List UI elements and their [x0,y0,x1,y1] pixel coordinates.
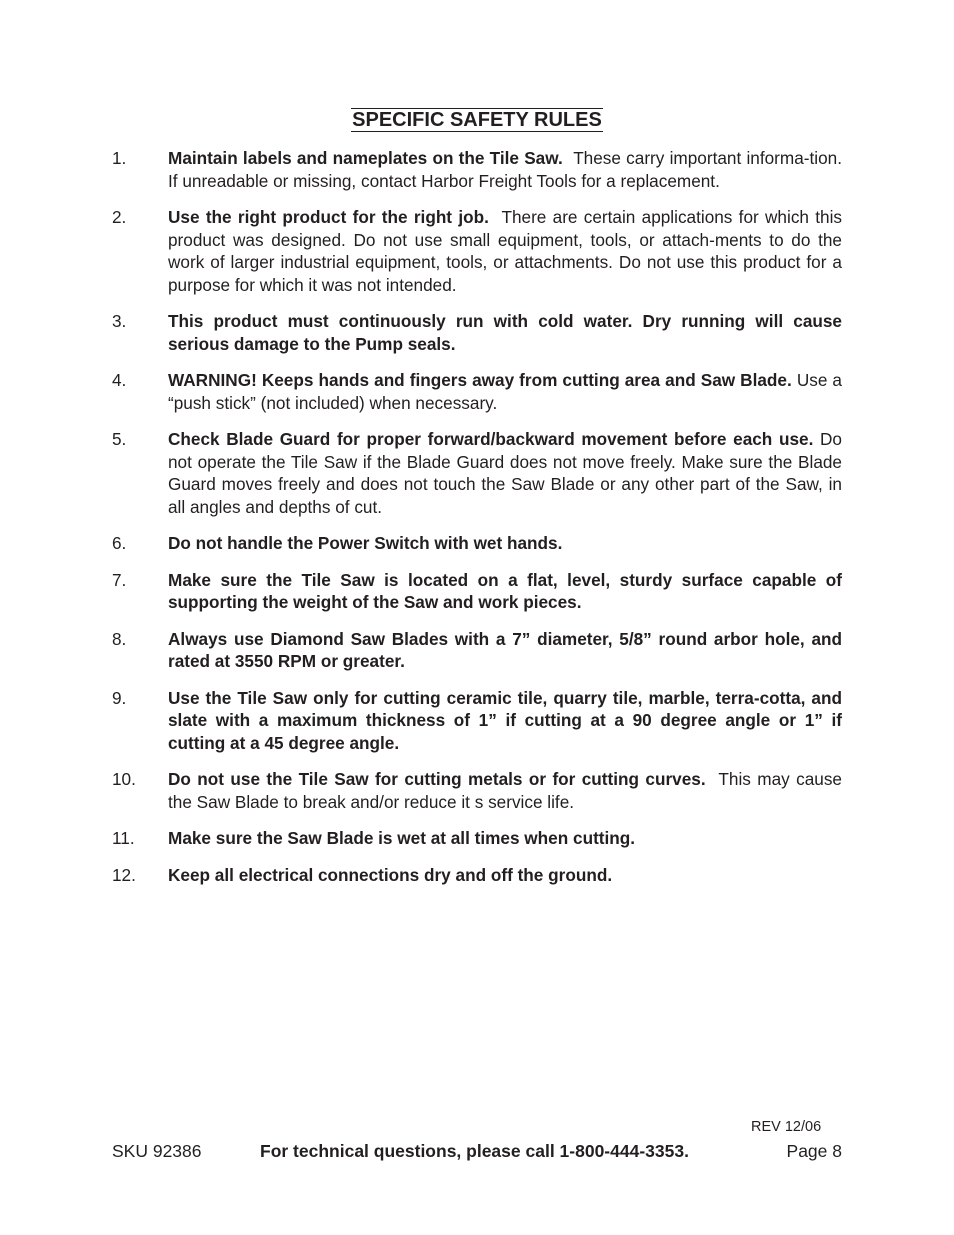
sku-number: SKU 92386 [112,1141,202,1161]
rule-body [168,628,842,673]
rule-body [168,827,842,850]
rule-number: 1. [112,148,127,168]
rule-text: These carry important informa-tion. If unreadable or missing, contact Harbor Freight Tools for a replacement. [168,148,842,191]
rule-body [168,369,842,414]
rule-number: 6. [112,533,127,554]
rule-bold-text: Use the Tile Saw only for cutting ceramic tile, quarry tile, marble, terra-cotta, and slate with a maximum thickness of 1” if cutting at a 90 degree angle or 1” if cutting at a 45 degree angle. [168,687,842,753]
rule-item [112,768,842,813]
rule-bold-text: Make sure the Saw Blade is wet at all times when cutting. [168,828,636,849]
rule-item [112,628,842,673]
rule-item [112,569,842,614]
rule-item [112,310,842,355]
rule-body [168,147,842,192]
rule-body [168,864,842,887]
rule-bold-text: WARNING! Keeps hands and fingers away from cutting area and Saw Blade. [168,370,792,391]
safety-rules-list [112,147,842,900]
rule-number: 4. [112,370,127,391]
rule-body [168,687,842,755]
rule-body [168,428,842,518]
rule-item [112,147,842,192]
rule-number: 2. [112,206,127,227]
rule-item [112,428,842,518]
page-heading [0,108,954,132]
rule-bold-text: This product must continuously run with cold water. Dry running will cause serious damage to the Pump seals. [168,311,842,354]
rule-number: 12. [112,864,136,885]
rule-bold-text: Check Blade Guard for proper forward/backward movement before each use. [168,429,814,450]
rule-item [112,687,842,755]
rule-text: This may cause the Saw Blade to break and/or reduce it s service life. [168,769,842,812]
rule-item [112,827,842,850]
rule-body [168,532,842,555]
rule-item [112,206,842,296]
rule-number: 10. [112,769,136,790]
rule-body [168,310,842,355]
support-phone-text: For technical questions, please call 1-800-444-3353. [260,1141,689,1161]
heading-text: SPECIFIC SAFETY RULES [352,109,602,131]
rule-bold-text: Maintain labels and nameplates on the Tile Saw. [168,148,563,168]
page-footer [112,1141,842,1165]
rule-item [112,532,842,555]
rule-item [112,369,842,414]
rule-bold-text: Always use Diamond Saw Blades with a 7” diameter, 5/8” round arbor hole, and rated at 3550 RPM or greater. [168,628,842,672]
rule-bold-text: Keep all electrical connections dry and off the ground. [168,864,613,885]
rule-text: Do not operate the Tile Saw if the Blade Guard does not move freely. Make sure the Blade Guard moves freely and does not touch the Saw Blade or any other part of the Saw, in all angles and depths of cut. [168,429,842,517]
page-number: Page 8 [786,1141,842,1161]
rule-bold-text: Do not handle the Power Switch with wet hands. [168,533,563,554]
rule-bold-text: Do not use the Tile Saw for cutting metals or for cutting curves. [168,769,706,790]
rule-body [168,569,842,614]
rule-number: 11. [112,828,135,849]
rule-bold-text: Make sure the Tile Saw is located on a flat, level, sturdy surface capable of supporting the weight of the Saw and work pieces. [168,569,842,613]
rule-item [112,864,842,887]
rule-text: There are certain applications for which this product was designed. Do not use small equipment, tools, or attach-ments to do the work of larger industrial equipment, tools, or attachments. Do not use this product for a purpose for which it was not intended. [168,206,842,295]
rule-body [168,206,842,296]
rule-number: 5. [112,429,127,450]
rule-number: 8. [112,628,127,649]
rule-number: 7. [112,569,127,590]
rule-text: Use a “push stick” (not included) when necessary. [168,370,842,413]
rule-number: 3. [112,311,127,332]
rule-number: 9. [112,687,127,708]
revision-label: REV 12/06 [751,1119,822,1135]
rule-bold-text: Use the right product for the right job. [168,206,489,227]
rule-body [168,768,842,813]
